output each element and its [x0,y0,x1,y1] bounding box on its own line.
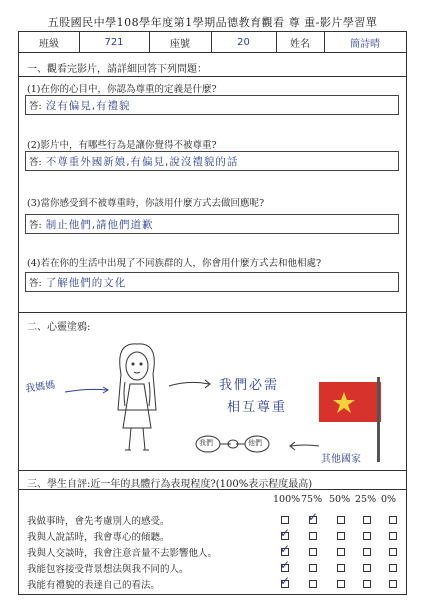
self-eval-item: 我能包容接受背景想法與我不同的人。 [27,564,189,575]
rating-checkbox[interactable] [363,532,371,540]
question-2: (2)影片中，有哪些行為是讓你覺得不被尊重? [27,140,217,151]
link-label-them: 他們 [248,439,262,447]
section3-heading: 三、學生自評:近一年的具體行為表現程度?(100%表示程度最高) [27,479,313,490]
answer-4: 了解他們的文化 [45,276,127,289]
rating-checkbox[interactable] [337,516,345,524]
rating-checkbox[interactable] [309,564,317,572]
doodle-label-other: 其他國家 [321,454,361,465]
rating-checkbox[interactable] [363,516,371,524]
student-info-row [19,32,406,53]
rating-checkbox[interactable] [389,580,397,588]
checkmark-icon: ✓ [280,542,291,556]
self-eval-item: 我做事時，會先考慮別人的感受。 [27,516,170,527]
worksheet-frame [18,31,407,595]
rating-checkbox[interactable] [337,548,345,556]
answer-box-1 [25,95,399,115]
girl-figure [118,344,156,450]
rating-checkbox[interactable] [337,580,345,588]
answer-2: 不尊重外國新娘,有偏見,說沒禮貌的話 [45,155,239,168]
checkmark-icon: ✓ [280,574,291,588]
checkmark-icon: ✓ [308,510,319,524]
section1-heading: 一、觀看完影片，請詳細回答下列問題： [27,64,207,75]
rating-column-header: 50% [329,494,351,505]
bubble-text-1: 我們必需 [219,378,280,393]
rating-checkbox[interactable] [363,548,371,556]
rating-checkbox[interactable] [363,580,371,588]
question-3: (3)當你感受到不被尊重時，你該用什麼方式去做回應呢? [27,198,265,209]
bubble-text-2: 相互尊重 [227,400,288,415]
question-4: (4)若在你的生活中出現了不同族群的人，你會用什麼方式去和他相處? [27,258,322,269]
doodle-area [19,332,406,465]
answer-1: 沒有偏見,有禮貌 [45,99,131,112]
answer-prefix: 答: [29,101,42,112]
rating-checkbox[interactable] [309,580,317,588]
class-label: 班級 [39,38,59,50]
class-value: 721 [104,36,124,48]
rating-checkbox[interactable] [309,548,317,556]
rating-checkbox[interactable] [389,532,397,540]
seat-label: 座號 [170,38,190,50]
question-1: (1)在你的心目中，你認為尊重的定義是什麼? [27,84,217,95]
section2-heading: 二、心靈塗鴉: [27,322,91,333]
answer-prefix: 答: [29,157,42,168]
self-evaluation [19,492,406,592]
rating-column-header: 0% [381,494,397,505]
name-value: 簡詩晴 [350,38,380,50]
answer-prefix: 答: [29,220,42,231]
rating-column-header: 100% [273,494,301,505]
rating-checkbox[interactable] [309,532,317,540]
rating-checkbox[interactable] [389,548,397,556]
page-title: 五股國民中學108學年度第1學期品德教育觀看 尊 重-影片學習單 [47,16,378,29]
rating-column-header: 75% [301,494,323,505]
rating-checkbox[interactable] [363,564,371,572]
answer-box-3 [25,214,399,234]
checkmark-icon: ✓ [280,526,291,540]
rating-checkbox[interactable] [389,564,397,572]
answer-box-2 [25,151,399,171]
self-eval-item: 我能有禮貌的表達自己的看法。 [27,580,161,591]
answer-box-4 [25,272,399,292]
doodle-label-me: 我媽媽 [24,379,56,396]
rating-checkbox[interactable] [337,564,345,572]
rating-checkbox[interactable] [337,532,345,540]
link-label-us: 我們 [199,439,213,447]
checkmark-icon: ✓ [280,558,291,572]
self-eval-item: 我與人說話時，我會專心的傾聽。 [27,532,170,543]
seat-value: 20 [237,36,250,48]
answer-3: 制止他們,請他們道歉 [45,218,154,231]
rating-column-header: 25% [355,494,377,505]
answer-prefix: 答: [29,278,42,289]
self-eval-item: 我與人交談時，我會注意音量不去影響他人。 [27,548,218,559]
rating-checkbox[interactable] [281,516,289,524]
name-label: 姓名 [290,38,310,50]
rating-checkbox[interactable] [389,516,397,524]
